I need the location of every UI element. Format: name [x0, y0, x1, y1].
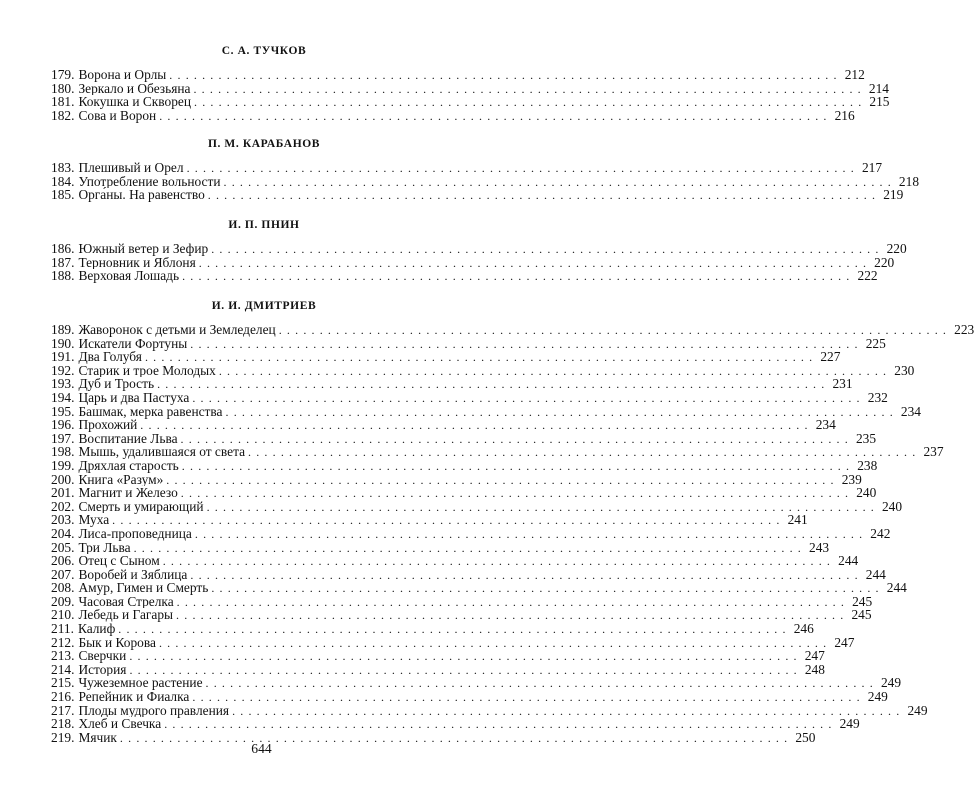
- toc-entry: [51, 187, 904, 203]
- entry-title: Старик и трое Молодых: [78, 364, 218, 378]
- toc-entry: [51, 661, 825, 677]
- leader-dots: ..................................................................................: [112, 513, 785, 528]
- entry-page: 244: [886, 580, 907, 596]
- entry-page: 246: [793, 621, 814, 637]
- entry-number: 195.: [51, 403, 75, 419]
- entry-number: 186.: [51, 241, 75, 256]
- section-author: И. П. ПНИН: [228, 219, 300, 231]
- entry-number: 196.: [51, 417, 75, 433]
- entry-page: 225: [865, 335, 886, 351]
- entry-number: 191.: [51, 349, 75, 365]
- toc-entry: [51, 80, 889, 96]
- leader-dots: ..................................................................................: [133, 540, 807, 555]
- entry-number: 219.: [51, 729, 75, 745]
- entry-title: Воробей и Зяблица: [78, 568, 190, 582]
- leader-dots: ..................................................................................: [157, 377, 830, 392]
- toc-entry: [51, 648, 825, 664]
- entry-page: 245: [852, 593, 873, 609]
- leader-dots: ..................................................................................: [129, 662, 802, 677]
- entry-number: 192.: [51, 362, 75, 378]
- entry-page: 250: [795, 729, 816, 745]
- leader-dots: ..................................................................................: [232, 703, 905, 718]
- toc-entry: [51, 335, 886, 351]
- toc-entry: [51, 498, 903, 514]
- entry-number: 208.: [51, 580, 75, 596]
- entry-number: 202.: [51, 498, 75, 514]
- toc-entry: [51, 362, 915, 378]
- toc-entry: [51, 322, 974, 337]
- entry-title: Башмак, мерка равенства: [78, 405, 225, 419]
- entry-page: 249: [839, 716, 860, 732]
- leader-dots: ..................................................................................: [223, 174, 896, 189]
- entry-page: 234: [815, 417, 836, 433]
- entry-title: Мышь, удалившаяся от света: [78, 445, 248, 459]
- leader-dots: ..................................................................................: [206, 499, 879, 514]
- leader-dots: ..................................................................................: [158, 635, 832, 650]
- entry-number: 200.: [51, 471, 75, 487]
- entry-page: 218: [898, 173, 920, 189]
- toc-section-dmitriev: [51, 299, 974, 745]
- entry-title: Бык и Корова: [78, 636, 159, 650]
- entry-title: Плоды мудрого правления: [78, 704, 232, 718]
- entry-page: 231: [832, 376, 853, 392]
- entry-page: 238: [857, 457, 878, 473]
- entry-title: Дуб и Трость: [78, 377, 157, 391]
- leader-dots: ..................................................................................: [205, 676, 878, 691]
- leader-dots: ..................................................................................: [164, 717, 837, 732]
- toc-entry: [51, 485, 877, 501]
- entry-page: 244: [865, 566, 886, 582]
- entry-title: Южный ветер и Зефир: [78, 242, 211, 256]
- entry-number: 211.: [51, 621, 74, 637]
- leader-dots: ..................................................................................: [162, 554, 836, 569]
- entry-number: 183.: [51, 160, 75, 175]
- entry-page: 234: [900, 403, 921, 419]
- toc-entry: [51, 160, 883, 175]
- entry-title: Мячик: [78, 731, 119, 745]
- leader-dots: ..................................................................................: [211, 581, 884, 596]
- toc-entry: [51, 107, 855, 123]
- leader-dots: ..................................................................................: [118, 622, 791, 637]
- entry-title: Лиса-проповедница: [78, 527, 194, 541]
- leader-dots: ..................................................................................: [180, 431, 853, 446]
- toc-entry: [51, 593, 873, 609]
- page-number: 644: [251, 741, 272, 756]
- entry-title: Часовая Стрелка: [78, 595, 176, 609]
- leader-dots: ..................................................................................: [278, 323, 952, 337]
- toc-entry: [51, 539, 830, 555]
- entry-number: 198.: [51, 444, 75, 460]
- entry-page: 230: [894, 362, 915, 378]
- entry-number: 181.: [51, 94, 75, 110]
- leader-dots: ..................................................................................: [140, 418, 813, 433]
- entry-title: Книга «Разум»: [78, 473, 166, 487]
- entry-title: Ворона и Орлы: [78, 68, 169, 82]
- entry-title: Жаворонок с детьми и Земледелец: [78, 323, 278, 337]
- toc-entry: [51, 173, 920, 189]
- entry-page: 249: [867, 689, 888, 705]
- entry-title: Прохожий: [78, 418, 140, 432]
- entry-number: 216.: [51, 689, 75, 705]
- toc-entry: [51, 553, 859, 569]
- entry-page: 222: [857, 268, 878, 284]
- section-author: И. И. ДМИТРИЕВ: [211, 300, 317, 312]
- toc-entry: [51, 525, 891, 541]
- leader-dots: ..................................................................................: [119, 730, 793, 745]
- toc-entry: [51, 634, 855, 650]
- entry-title: Сверчки: [78, 649, 129, 663]
- entry-title: Кокушка и Скворец: [78, 95, 194, 109]
- entry-number: 180.: [51, 80, 75, 96]
- toc-entry: [51, 457, 878, 473]
- entry-title: Репейник и Фиалка: [78, 690, 192, 704]
- entry-number: 185.: [51, 187, 75, 203]
- entry-page: 240: [881, 498, 903, 514]
- toc-entry: [51, 689, 888, 705]
- entry-page: 249: [880, 675, 902, 691]
- entry-page: 223: [954, 322, 974, 337]
- entry-page: 212: [844, 67, 865, 82]
- section-author: С. А. ТУЧКОВ: [221, 45, 307, 57]
- entry-title: Амур, Гимен и Смерть: [78, 581, 211, 595]
- leader-dots: ..................................................................................: [176, 608, 849, 623]
- entry-number: 207.: [51, 566, 75, 582]
- leader-dots: ..................................................................................: [248, 445, 921, 460]
- leader-dots: ..................................................................................: [144, 350, 818, 365]
- leader-dots: ..................................................................................: [211, 242, 884, 256]
- entry-title: Лебедь и Гагары: [78, 608, 176, 622]
- entry-number: 214.: [51, 661, 75, 677]
- leader-dots: ..................................................................................: [207, 188, 881, 203]
- entry-number: 210.: [51, 607, 75, 623]
- entry-page: 219: [883, 187, 904, 203]
- entry-page: 215: [869, 94, 890, 110]
- entry-number: 213.: [51, 648, 75, 664]
- entry-number: 201.: [51, 485, 75, 501]
- entry-title: Терновник и Яблоня: [78, 256, 198, 270]
- leader-dots: ..................................................................................: [192, 390, 865, 405]
- entry-title: Искатели Фортуны: [78, 337, 190, 351]
- entry-page: 239: [841, 471, 862, 487]
- toc-entry: [51, 241, 907, 256]
- entry-number: 189.: [51, 322, 75, 337]
- entry-title: Орга́ны. На равенство: [78, 188, 207, 202]
- toc-entry: [51, 512, 808, 528]
- toc-entry: [51, 675, 902, 691]
- leader-dots: ..................................................................................: [182, 269, 855, 284]
- toc-entry: [51, 67, 865, 82]
- leader-dots: ..................................................................................: [169, 68, 842, 82]
- leader-dots: ..................................................................................: [225, 404, 898, 419]
- entry-title: Воспитание Льва: [78, 432, 180, 446]
- entry-number: 209.: [51, 593, 75, 609]
- entry-title: Магнит и Железо: [78, 486, 180, 500]
- leader-dots: ..................................................................................: [218, 363, 892, 378]
- leader-dots: ..................................................................................: [166, 472, 839, 487]
- toc-entry: [51, 254, 895, 270]
- entry-number: 188.: [51, 268, 75, 284]
- leader-dots: ..................................................................................: [181, 458, 855, 473]
- toc-entry: [51, 580, 907, 596]
- entry-page: 244: [838, 553, 859, 569]
- entry-page: 216: [834, 107, 855, 123]
- entry-number: 206.: [51, 553, 75, 569]
- entry-page: 242: [870, 525, 891, 541]
- leader-dots: ..................................................................................: [194, 95, 867, 110]
- entry-number: 212.: [51, 634, 75, 650]
- entry-title: Три Льва: [78, 541, 133, 555]
- toc-entry: [51, 716, 860, 732]
- entry-number: 199.: [51, 457, 75, 473]
- entry-page: 245: [851, 607, 872, 623]
- leader-dots: ..................................................................................: [176, 594, 850, 609]
- entry-title: Царь и два Пастуха: [78, 391, 192, 405]
- leader-dots: ..................................................................................: [159, 108, 832, 123]
- entry-page: 249: [907, 702, 928, 718]
- entry-number: 203.: [51, 512, 75, 528]
- entry-title: Калиф: [78, 622, 118, 636]
- entry-number: 179.: [51, 67, 75, 82]
- entry-title: Два Голубя: [78, 350, 145, 364]
- entry-number: 194.: [51, 389, 75, 405]
- entry-title: Зеркало и Обезьяна: [78, 82, 193, 96]
- section-author: П. М. КАРАБАНОВ: [207, 138, 321, 150]
- entry-title: История: [78, 663, 129, 677]
- toc-entry: [51, 94, 890, 110]
- entry-title: Смерть и умирающий: [78, 500, 206, 514]
- entry-title: Хлеб и Свечка: [78, 717, 164, 731]
- toc-entry: [51, 268, 878, 284]
- entry-page: 227: [820, 349, 841, 365]
- entry-number: 204.: [51, 525, 75, 541]
- leader-dots: ..................................................................................: [193, 81, 866, 96]
- toc-entry: [51, 566, 886, 582]
- entry-number: 205.: [51, 539, 75, 555]
- entry-page: 235: [855, 430, 877, 446]
- toc-entry: [51, 702, 928, 718]
- entry-number: 197.: [51, 430, 75, 446]
- entry-page: 232: [867, 389, 888, 405]
- toc-entry: [51, 389, 888, 405]
- leader-dots: ..................................................................................: [190, 567, 863, 582]
- toc-entry: [51, 621, 814, 637]
- entry-page: 240: [856, 485, 877, 501]
- toc-entry: [51, 376, 853, 392]
- entry-title: Употребление вольности: [78, 175, 223, 189]
- entry-number: 215.: [51, 675, 75, 691]
- entry-page: 217: [861, 160, 883, 175]
- entry-number: 190.: [51, 335, 75, 351]
- entry-number: 182.: [51, 107, 75, 123]
- toc-entry: [51, 607, 872, 623]
- toc-entry: [51, 444, 944, 460]
- toc-entry: [51, 471, 862, 487]
- entry-page: 220: [874, 254, 895, 270]
- entry-page: 237: [923, 444, 944, 460]
- entry-title: Муха: [78, 513, 112, 527]
- entry-number: 218.: [51, 716, 75, 732]
- leader-dots: ..................................................................................: [194, 526, 868, 541]
- toc-section-tuchkov: [51, 44, 890, 123]
- toc-section-karabanov: [51, 137, 920, 203]
- entry-page: 241: [787, 512, 808, 528]
- entry-title: Отец с Сыном: [78, 554, 162, 568]
- entry-page: 247: [804, 648, 825, 664]
- entry-page: 214: [868, 80, 889, 96]
- entry-number: 217.: [51, 702, 75, 718]
- entry-page: 220: [886, 241, 907, 256]
- leader-dots: ..................................................................................: [190, 336, 863, 351]
- entry-title: Чужеземное растение: [78, 676, 205, 690]
- toc-entry: [51, 417, 836, 433]
- toc-entry: [51, 403, 921, 419]
- toc-entry: [51, 430, 877, 446]
- leader-dots: ..................................................................................: [192, 690, 865, 705]
- leader-dots: ..................................................................................: [186, 161, 859, 175]
- entry-title: Плешивый и Орел: [78, 161, 186, 175]
- entry-title: Дряхлая старость: [78, 459, 181, 473]
- entry-title: Сова и Ворон: [78, 109, 159, 123]
- entry-page: 248: [804, 661, 825, 677]
- entry-number: 184.: [51, 173, 75, 189]
- entry-number: 187.: [51, 254, 75, 270]
- leader-dots: ..................................................................................: [198, 255, 872, 270]
- toc-section-pnin: [51, 218, 907, 284]
- entry-number: 193.: [51, 376, 75, 392]
- entry-page: 247: [834, 634, 855, 650]
- leader-dots: ..................................................................................: [129, 649, 802, 664]
- toc-entry: [51, 349, 841, 365]
- entry-page: 243: [809, 539, 830, 555]
- leader-dots: ..................................................................................: [180, 486, 854, 501]
- entry-title: Верховая Лошадь: [78, 269, 182, 283]
